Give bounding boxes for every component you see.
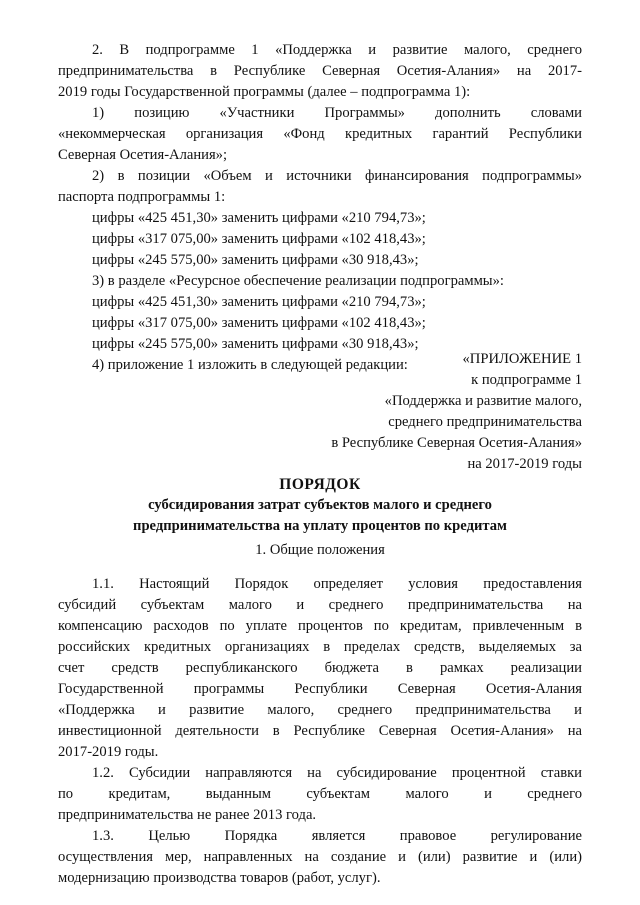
appendix-header-line: на 2017-2019 годы xyxy=(467,456,582,472)
procedure-subtitle-line: предпринимательства на уплату процентов по кредитам xyxy=(133,518,507,534)
amendment-item-1-line: 1) позицию «Участники Программы» дополнить словами xyxy=(92,105,582,121)
appendix-header-line: «ПРИЛОЖЕНИЕ 1 xyxy=(462,351,582,367)
appendix-header-line: «Поддержка и развитие малого, xyxy=(384,393,582,409)
figure-replacement-line: цифры «425 451,30» заменить цифрами «210 794,73»; xyxy=(92,210,426,226)
figure-replacement-line: цифры «425 451,30» заменить цифрами «210 794,73»; xyxy=(92,294,426,310)
amendment-intro-line: 2. В подпрограмме 1 «Поддержка и развитие малого, среднего xyxy=(92,42,582,58)
appendix-header-line: к подпрограмме 1 xyxy=(471,372,582,388)
clause-1-1-line: российских кредитных организациях в пределах средств, выделяемых за xyxy=(58,639,582,655)
appendix-header xyxy=(58,349,582,475)
figure-replacement-line: цифры «317 075,00» заменить цифрами «102 418,43»; xyxy=(92,315,426,331)
amendment-item-4: 4) приложение 1 изложить в следующей редакции: xyxy=(92,357,408,373)
amendment-item-1-line: Северная Осетия-Алания»; xyxy=(58,147,228,163)
procedure-title: ПОРЯДОК xyxy=(279,476,361,493)
amendment-item-1-line: «некоммерческая организация «Фонд кредитных гарантий Республики xyxy=(58,126,582,142)
procedure-subtitle-line: субсидирования затрат субъектов малого и среднего xyxy=(148,497,492,513)
figure-replacement-line: цифры «245 575,00» заменить цифрами «30 918,43»; xyxy=(92,252,419,268)
clause-1-1-line: Государственной программы Республики Северная Осетия-Алания xyxy=(58,681,582,697)
clauses-section xyxy=(58,574,582,889)
amendment-item-2-line: 2) в позиции «Объем и источники финансирования подпрограммы» xyxy=(92,168,582,184)
section-heading-general: 1. Общие положения xyxy=(255,542,385,558)
clause-1-1-line: субсидий субъектам малого и среднего предпринимательства на xyxy=(58,597,582,613)
section-heading xyxy=(58,540,582,561)
clause-1-1-line: «Поддержка и развитие малого, среднего предпринимательства и xyxy=(58,702,582,718)
clause-1-1-line: счет средств республиканского бюджета в рамках реализации xyxy=(58,660,582,676)
clause-1-1-line: 2017-2019 годы. xyxy=(58,744,159,760)
clause-1-2-line: по кредитам, выданным субъектам малого и среднего xyxy=(58,786,582,802)
clause-1-2-line: предпринимательства не ранее 2013 года. xyxy=(58,807,317,823)
clause-1-1-line: компенсацию расходов по уплате процентов по кредитам, привлеченным в xyxy=(58,618,582,634)
figure-replacement-line: цифры «317 075,00» заменить цифрами «102 418,43»; xyxy=(92,231,426,247)
amendment-item-3: 3) в разделе «Ресурсное обеспечение реализации подпрограммы»: xyxy=(92,273,504,289)
amendment-intro-line: предпринимательства в Республике Северная Осетия-Алания» на 2017- xyxy=(58,63,582,79)
amendment-item-2-line: паспорта подпрограммы 1: xyxy=(58,189,226,205)
procedure-heading xyxy=(58,474,582,537)
clause-1-3-line: осуществления мер, направленных на создание и (или) развитие и (или) xyxy=(58,849,582,865)
clause-1-2-line: 1.2. Субсидии направляются на субсидирование процентной ставки xyxy=(92,765,582,781)
clause-1-3-line: 1.3. Целью Порядка является правовое регулирование xyxy=(92,828,582,844)
amendment-intro-line: 2019 годы Государственной программы (далее – подпрограмма 1): xyxy=(58,84,471,100)
clause-1-1-line: инвестиционной деятельности в Республике Северная Осетия-Алания» на xyxy=(58,723,582,739)
amendments-section xyxy=(58,40,582,376)
appendix-header-line: в Республике Северная Осетия-Алания» xyxy=(331,435,582,451)
appendix-header-line: среднего предпринимательства xyxy=(388,414,582,430)
clause-1-1-line: 1.1. Настоящий Порядок определяет условия предоставления xyxy=(92,576,582,592)
clause-1-3-line: модернизацию производства товаров (работ, услуг). xyxy=(58,870,381,886)
figure-replacement-line: цифры «245 575,00» заменить цифрами «30 918,43»; xyxy=(92,336,419,352)
